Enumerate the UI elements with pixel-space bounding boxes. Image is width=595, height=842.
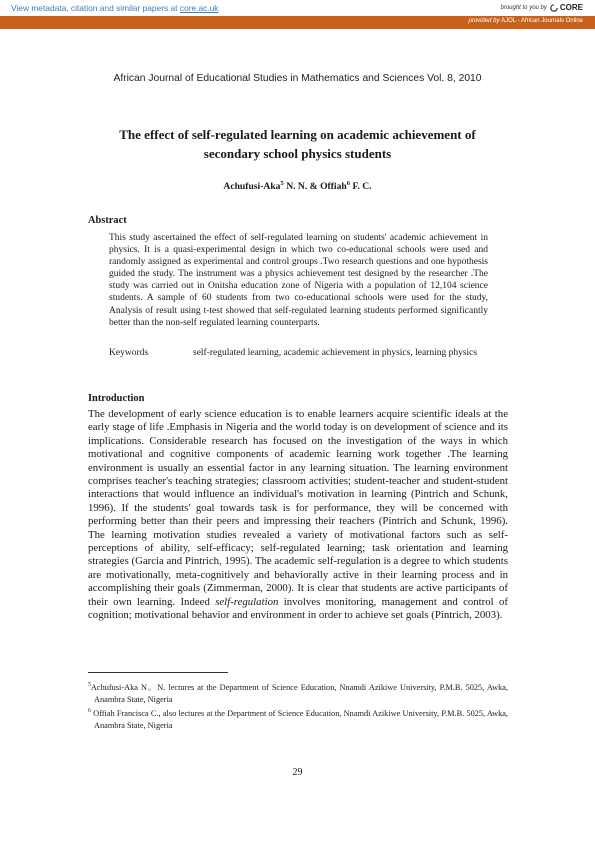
abstract-heading: Abstract [88,215,127,226]
author-2-name: Offiah [320,181,347,192]
provider-bar [0,16,595,29]
brought-by-notice [501,3,584,12]
core-link-prefix: View metadata, citation and similar papers at [11,3,180,13]
footnote-2-mark: 6 [88,708,91,715]
keywords-label: Keywords [109,348,149,358]
author-2-footnote-mark: 6 [346,179,351,187]
paper-title [60,125,535,163]
core-header-bar [0,0,595,17]
introduction-text-part-2: involves monitoring, management and control of cognition; motivational behavior and environment in order to achieve set goals (Pintrich, 2003). [88,595,508,622]
core-link[interactable]: core.ac.uk [179,3,219,13]
core-logo-text: CORE [559,3,583,12]
footnote-2-text: Offiah Francisca C., also lectures at the Department of Science Education, Nnamdi Azikiwe University, P.M.B. 5025, Awka, Anambra State, Nigeria [90,709,508,730]
author-1-initials: N. N. & [283,181,321,192]
footnote-1-text: Achufusi-Aka N。N. lectures at the Department of Science Education, Nnamdi Azikiwe University, P.M.B. 5025, Awka, Anambra State, Nigeria [90,683,508,704]
provider-notice[interactable] [468,18,583,24]
keywords-text: self-regulated learning, academic achievement in physics, learning physics [193,348,478,358]
journal-header: African Journal of Educational Studies in Mathematics and Sciences Vol. 8, 2010 [113,73,482,84]
core-metadata-notice [11,3,218,13]
provided-prefix: provided by [468,18,502,24]
abstract-text: This study ascertained the effect of self-regulated learning on students' academic achievement in physics. It is a quasi-experimental design in which two co-educational schools were used and randomly assigned as experimental and control groups .Two research questions and one hypothesis guided the study. The instrument was a physics achievement test designed by the researcher .The study was carried out in Onitsha education zone of Nigeria with a population of 12,104 science students. A sample of 60 students from two co-educational schools were used for the study, Analysis of result using t-test showed that self-regulated learning students performed significantly better than the non-self regulated learning counterparts. [109,233,488,328]
paper-title-line-2: secondary school physics students [203,146,392,161]
footnote-2 [88,708,508,731]
footnote-1 [88,682,508,705]
footnote-divider [88,672,228,673]
introduction-text [88,408,508,623]
brought-by-text: brought to you by [500,4,547,11]
author-1-name: Achufusi-Aka [223,181,281,192]
author-line [0,181,595,192]
introduction-text-part-1: The development of early science education is to enable learners acquire scientific ideals at the early stage of life .Emphasis in Nigeria and the world today is on development of science and its implications. Considerable research has focused on the investigation of the ways in which motivational and cognitive components of academic learning work together .The learning environment is usually an essential factor in any learning situation. The learning environment comprises teacher's teaching strategies; classroom activities; student-teacher and student-student interactions that would influence an individual's motivation in learning (Pintrich and Schunk, 1996). If the students' goal towards task is for performance, they will be concerned with performing better than their peers and impressing their teachers (Pintrich and Schunk, 1996). The learning motivation studies revealed a variety of motivational factors such as self-perceptions of ability, self-efficacy; self-regulated learning; task orientation and learning strategies (Garcia and Pintrich, 1995). The academic self-regulation is a degree to which students are motivationally, meta-cognitively and behaviorally active in their learning process and in accomplishing their goals (Zimmerman, 2000). It is clear that students are active participants of their own learning. Indeed [88,408,508,608]
paper-title-line-1: The effect of self-regulated learning on academic achievement of [119,127,476,142]
core-logo[interactable] [550,3,583,12]
author-1-footnote-mark: 5 [280,179,284,187]
provider-name: AJOL - African Journals Online [501,18,583,24]
introduction-italic-term: self-regulation [215,595,279,608]
author-2-initials: F. C. [350,181,372,192]
footnote-1-mark: 5 [88,682,91,689]
introduction-heading: Introduction [88,393,145,404]
core-logo-icon [550,4,558,12]
page-number: 29 [292,767,303,778]
